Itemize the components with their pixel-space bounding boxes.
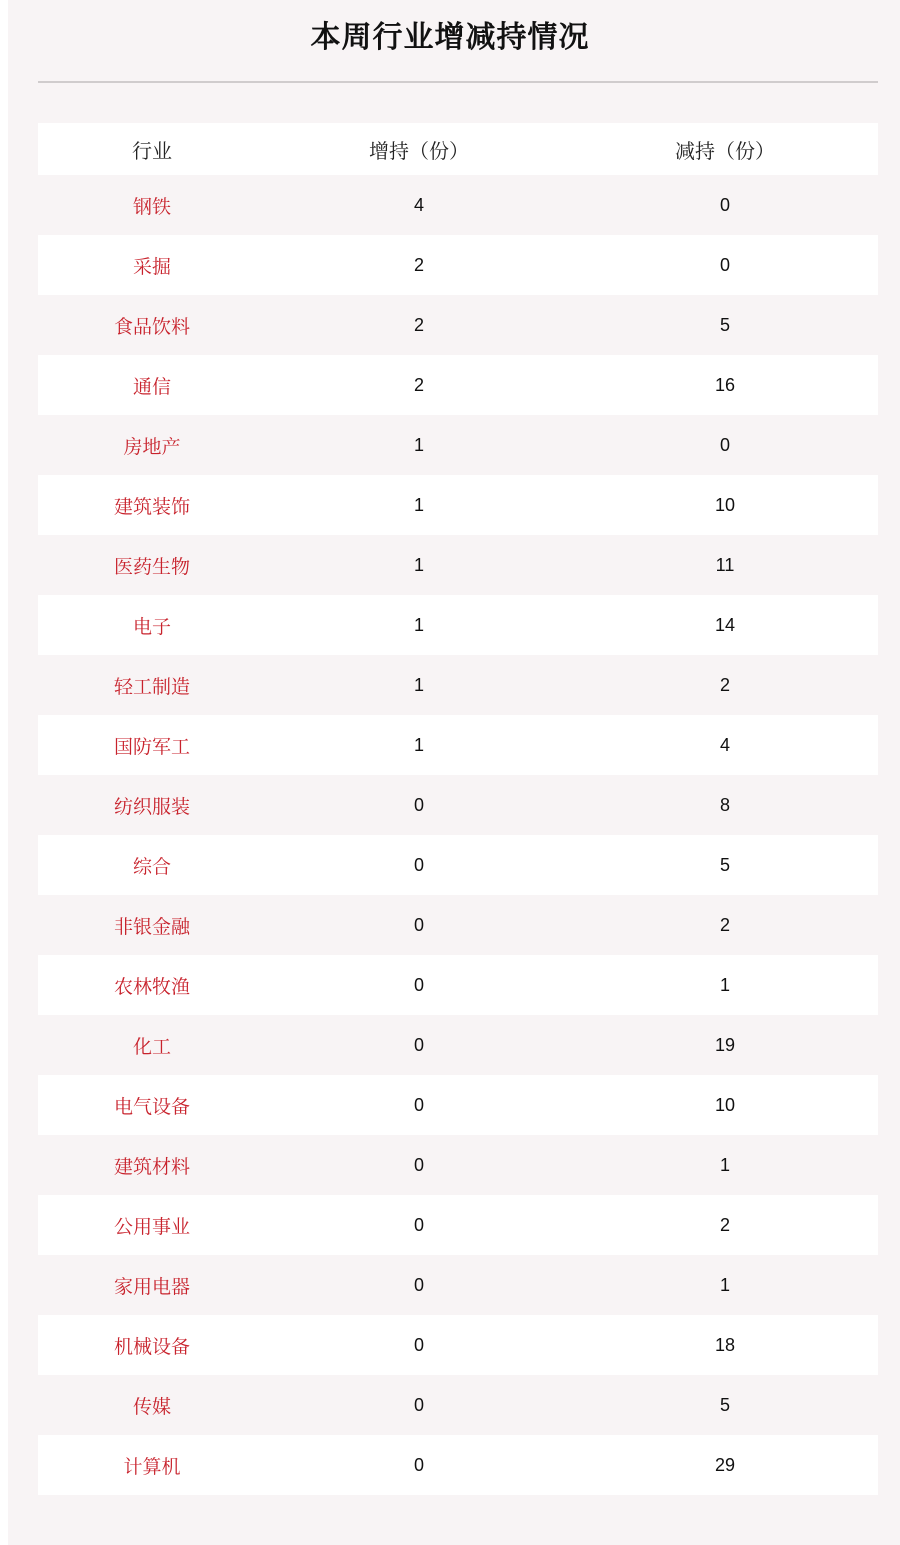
table-row [38, 475, 878, 535]
page-title: 本周行业增减持情况 [310, 20, 590, 55]
decrease-cell: 14 [714, 614, 736, 635]
decrease-cell: 4 [719, 734, 730, 755]
decrease-cell: 2 [719, 914, 730, 935]
increase-cell: 1 [413, 674, 424, 695]
title-divider [38, 81, 878, 83]
industry-cell: 通信 [132, 375, 171, 398]
decrease-cell: 2 [719, 1214, 730, 1235]
increase-cell: 0 [413, 1274, 424, 1295]
table-header [38, 123, 878, 175]
industry-cell: 化工 [132, 1035, 171, 1058]
decrease-cell: 16 [714, 374, 736, 395]
decrease-cell: 0 [719, 434, 730, 455]
increase-cell: 0 [413, 1094, 424, 1115]
table-row [38, 1435, 878, 1495]
industry-table [38, 123, 878, 1495]
industry-cell: 建筑装饰 [113, 495, 190, 518]
table-row [38, 835, 878, 895]
increase-cell: 0 [413, 1454, 424, 1475]
header-increase: 增持（份） [369, 138, 469, 163]
table-row [38, 535, 878, 595]
industry-cell: 房地产 [123, 435, 181, 458]
industry-cell: 电气设备 [113, 1095, 190, 1118]
increase-cell: 4 [413, 194, 424, 215]
increase-cell: 0 [413, 1214, 424, 1235]
table-body [38, 175, 878, 1495]
decrease-cell: 10 [714, 494, 736, 515]
increase-cell: 1 [413, 554, 424, 575]
decrease-cell: 1 [719, 1274, 730, 1295]
industry-cell: 机械设备 [113, 1335, 190, 1358]
industry-cell: 非银金融 [113, 915, 190, 938]
increase-cell: 0 [413, 914, 424, 935]
table-row [38, 1255, 878, 1315]
increase-cell: 1 [413, 614, 424, 635]
industry-cell: 计算机 [123, 1455, 181, 1478]
industry-cell: 综合 [132, 855, 171, 878]
decrease-cell: 2 [719, 674, 730, 695]
increase-cell: 1 [413, 734, 424, 755]
industry-cell: 纺织服装 [113, 795, 190, 818]
decrease-cell: 5 [719, 1394, 730, 1415]
industry-cell: 国防军工 [113, 735, 190, 758]
decrease-cell: 10 [714, 1094, 736, 1115]
table-row [38, 1015, 878, 1075]
header-industry: 行业 [132, 138, 172, 163]
table-row [38, 595, 878, 655]
table-row [38, 295, 878, 355]
industry-cell: 家用电器 [113, 1275, 190, 1298]
increase-cell: 0 [413, 854, 424, 875]
increase-cell: 0 [413, 1334, 424, 1355]
increase-cell: 0 [413, 1034, 424, 1055]
decrease-cell: 5 [719, 314, 730, 335]
table-row [38, 1315, 878, 1375]
industry-cell: 钢铁 [132, 195, 171, 218]
header-decrease: 减持（份） [675, 138, 775, 163]
table-row [38, 1075, 878, 1135]
decrease-cell: 0 [719, 194, 730, 215]
increase-cell: 2 [413, 314, 424, 335]
increase-cell: 0 [413, 974, 424, 995]
decrease-cell: 5 [719, 854, 730, 875]
decrease-cell: 1 [719, 974, 730, 995]
table-row [38, 1135, 878, 1195]
industry-cell: 建筑材料 [113, 1155, 190, 1178]
table-row [38, 715, 878, 775]
industry-cell: 电子 [132, 615, 171, 638]
increase-cell: 2 [413, 254, 424, 275]
increase-cell: 2 [413, 374, 424, 395]
industry-cell: 轻工制造 [113, 675, 190, 698]
table-row [38, 235, 878, 295]
industry-cell: 农林牧渔 [113, 975, 190, 998]
table-row [38, 1375, 878, 1435]
table-row [38, 775, 878, 835]
industry-cell: 食品饮料 [113, 315, 190, 338]
table-row [38, 955, 878, 1015]
industry-cell: 采掘 [132, 255, 171, 278]
increase-cell: 1 [413, 494, 424, 515]
decrease-cell: 0 [719, 254, 730, 275]
table-row [38, 415, 878, 475]
table-row [38, 175, 878, 235]
table-row [38, 895, 878, 955]
increase-cell: 1 [413, 434, 424, 455]
decrease-cell: 18 [714, 1334, 736, 1355]
decrease-cell: 19 [714, 1034, 736, 1055]
decrease-cell: 11 [715, 554, 735, 575]
decrease-cell: 8 [719, 794, 730, 815]
increase-cell: 0 [413, 794, 424, 815]
increase-cell: 0 [413, 1154, 424, 1175]
industry-cell: 传媒 [132, 1395, 171, 1418]
decrease-cell: 29 [714, 1454, 736, 1475]
increase-cell: 0 [413, 1394, 424, 1415]
table-row [38, 355, 878, 415]
decrease-cell: 1 [719, 1154, 730, 1175]
table-row [38, 1195, 878, 1255]
industry-cell: 医药生物 [113, 555, 190, 578]
table-row [38, 655, 878, 715]
industry-cell: 公用事业 [113, 1215, 190, 1238]
